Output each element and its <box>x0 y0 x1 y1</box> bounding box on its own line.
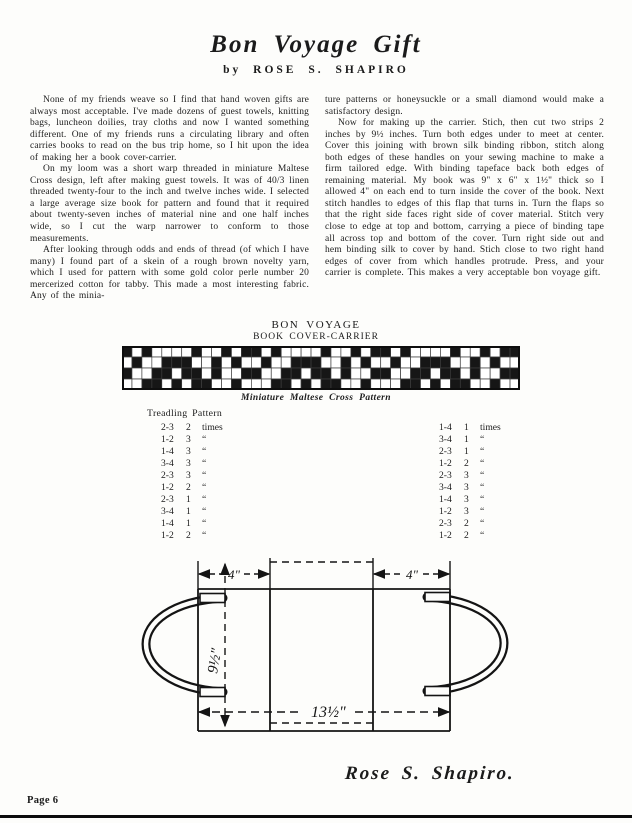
tr-pair: 3-4 <box>161 458 174 470</box>
article-body <box>30 95 604 303</box>
tr-count: 3 <box>186 434 191 446</box>
treadling-row <box>439 494 514 506</box>
tr-count: 3 <box>186 446 191 458</box>
treadling-row <box>439 434 514 446</box>
tr-pair: 2-3 <box>161 494 174 506</box>
tr-pair: 1-2 <box>161 482 174 494</box>
tr-count: 2 <box>186 422 191 433</box>
paragraph: Now for making up the carrier. Stich, then cut two strips 2 inches by 9½ inches. Turn both edges under to meet at center. Cover this joining with brown silk binding ribbon, stitch along both edges of these handles on your sewing machine to make a firm tailored edge. With binding tapeface back both edges of remaining material. My book was 9" x 6" x 1½" thick so I allowed 4" on each end to turn inside the cover of the book. Next stitch handles to edges of this flap that turns in. Turn the flaps so that the right side faces right side of cover material. Stitch very close to edge at top and bottom, carrying a piece of binding tape all across top and bottom of the cover. Turn right side out and hem binding silk to cover by hand. Stich close to two right hand edges of cover from which handles protrude. Press, and your carrier is complete. This makes a very acceptable bon voyage gift. <box>325 118 604 279</box>
tr-pair: 2-3 <box>439 470 452 482</box>
tr-pair: 2-3 <box>439 518 452 530</box>
tr-times: “ <box>480 434 485 446</box>
tr-count: 3 <box>464 494 469 506</box>
weave-pattern-band <box>122 346 520 390</box>
treadling-row <box>439 446 514 458</box>
tr-times: “ <box>480 506 485 518</box>
tr-count: 3 <box>186 458 191 470</box>
tr-count: 1 <box>186 518 191 530</box>
treadling-row <box>161 422 236 434</box>
tr-count: 2 <box>186 482 191 494</box>
tr-times: times <box>480 422 501 433</box>
tr-count: 2 <box>464 458 469 470</box>
page-number: Page 6 <box>27 795 59 806</box>
tr-times: “ <box>202 530 207 542</box>
paragraph: On my loom was a short warp threaded in miniature Maltese Cross design, left after making guest towels. It was of 40/3 linen threaded twenty-four to the inch and twelve inches wide. I selected a large average size book for pattern and found that it required about twenty-seven inches of material nine and one half inches wide, so I cut the warp narrower to conform to those measurements. <box>30 164 309 244</box>
dim-label-4in-right: 4" <box>406 567 418 582</box>
treadling-row <box>439 506 514 518</box>
tr-times: “ <box>202 482 207 494</box>
pattern-heading-line1: BON VOYAGE <box>271 319 361 331</box>
tr-count: 2 <box>186 530 191 542</box>
page-title: Bon Voyage Gift <box>210 31 422 58</box>
treadling-row <box>161 506 236 518</box>
carrier-diagram <box>105 552 535 757</box>
tr-times: “ <box>202 458 207 470</box>
tr-count: 3 <box>186 470 191 482</box>
tr-times: “ <box>202 446 207 458</box>
tr-times: “ <box>480 494 485 506</box>
left-handle <box>146 594 225 697</box>
treadling-row <box>161 482 236 494</box>
byline <box>0 64 632 76</box>
tr-times: “ <box>480 458 485 470</box>
tr-count: 1 <box>464 422 469 433</box>
treadling-table-left <box>161 422 236 542</box>
paragraph: After looking through odds and ends of thread (of which I have many) I found part of a skein of a rough brown novelty yarn, which I used for pattern with some gold color perle number 20 mercerized cotton for tabby. This made a most interesting fabric. Any of the minia- <box>30 245 309 302</box>
article-left-column <box>30 95 309 303</box>
tr-pair: 1-4 <box>439 422 452 433</box>
tr-count: 3 <box>464 506 469 518</box>
tr-count: 1 <box>186 494 191 506</box>
treadling-row <box>439 458 514 470</box>
paragraph: None of my friends weave so I find that hand woven gifts are always most acceptable. I've made dozens of guest towels, knitting bags, luncheon doilies, tray cloths and now I wanted something different. One of my friends runs a circulating library and often carries books to read on the bus trip home, so I hit upon the idea of making her a book cover-carrier. <box>30 95 309 163</box>
tr-times: “ <box>480 470 485 482</box>
tr-times: “ <box>480 518 485 530</box>
tr-pair: 1-2 <box>439 506 452 518</box>
treadling-row <box>161 470 236 482</box>
byline-author: ROSE S. SHAPIRO <box>253 64 409 76</box>
tr-pair: 3-4 <box>439 434 452 446</box>
tr-count: 3 <box>464 482 469 494</box>
tr-times: “ <box>202 518 207 530</box>
tr-count: 2 <box>464 518 469 530</box>
treadling-table-right <box>439 422 514 542</box>
tr-pair: 2-3 <box>439 446 452 458</box>
tr-times: “ <box>202 494 207 506</box>
tr-pair: 1-2 <box>439 530 452 542</box>
tr-pair: 3-4 <box>161 506 174 518</box>
tr-pair: 1-2 <box>161 530 174 542</box>
tr-pair: 1-4 <box>161 518 174 530</box>
tr-times: times <box>202 422 223 433</box>
paragraph: ture patterns or honeysuckle or a small diamond would make a satisfactory design. <box>325 95 604 117</box>
tr-count: 1 <box>464 434 469 446</box>
tr-count: 2 <box>464 530 469 542</box>
dim-label-width: 13½" <box>311 704 346 721</box>
tr-pair: 1-4 <box>161 446 174 458</box>
dim-label-4in-left: 4" <box>228 567 240 582</box>
treadling-row <box>161 530 236 542</box>
treadling-row <box>439 482 514 494</box>
treadling-row <box>161 458 236 470</box>
right-handle <box>425 593 504 696</box>
tr-count: 1 <box>464 446 469 458</box>
treadling-row <box>439 470 514 482</box>
treadling-row <box>161 518 236 530</box>
weave-grid <box>122 346 520 390</box>
pattern-heading-line2: BOOK COVER-CARRIER <box>253 331 379 342</box>
tr-times: “ <box>480 446 485 458</box>
treadling-pattern-label: Treadling Pattern <box>147 408 223 419</box>
article-right-column <box>325 95 604 303</box>
byline-by: by <box>223 64 242 76</box>
tr-pair: 2-3 <box>161 470 174 482</box>
pattern-caption: Miniature Maltese Cross Pattern <box>241 393 391 403</box>
author-signature: Rose S. Shapiro. <box>344 763 516 784</box>
carrier-diagram-svg <box>105 552 535 757</box>
treadling-row <box>161 434 236 446</box>
treadling-row <box>161 446 236 458</box>
tr-times: “ <box>202 470 207 482</box>
tr-pair: 3-4 <box>439 482 452 494</box>
treadling-row <box>439 518 514 530</box>
treadling-row <box>439 422 514 434</box>
tr-times: “ <box>202 434 207 446</box>
tr-pair: 2-3 <box>161 422 174 433</box>
tr-times: “ <box>202 506 207 518</box>
tr-pair: 1-4 <box>439 494 452 506</box>
treadling-row <box>161 494 236 506</box>
treadling-row <box>439 530 514 542</box>
page-bottom-edge <box>0 815 632 818</box>
tr-pair: 1-2 <box>161 434 174 446</box>
tr-pair: 1-2 <box>439 458 452 470</box>
tr-times: “ <box>480 530 485 542</box>
tr-count: 1 <box>186 506 191 518</box>
dim-label-height: 9½" <box>205 647 226 675</box>
tr-times: “ <box>480 482 485 494</box>
tr-count: 3 <box>464 470 469 482</box>
